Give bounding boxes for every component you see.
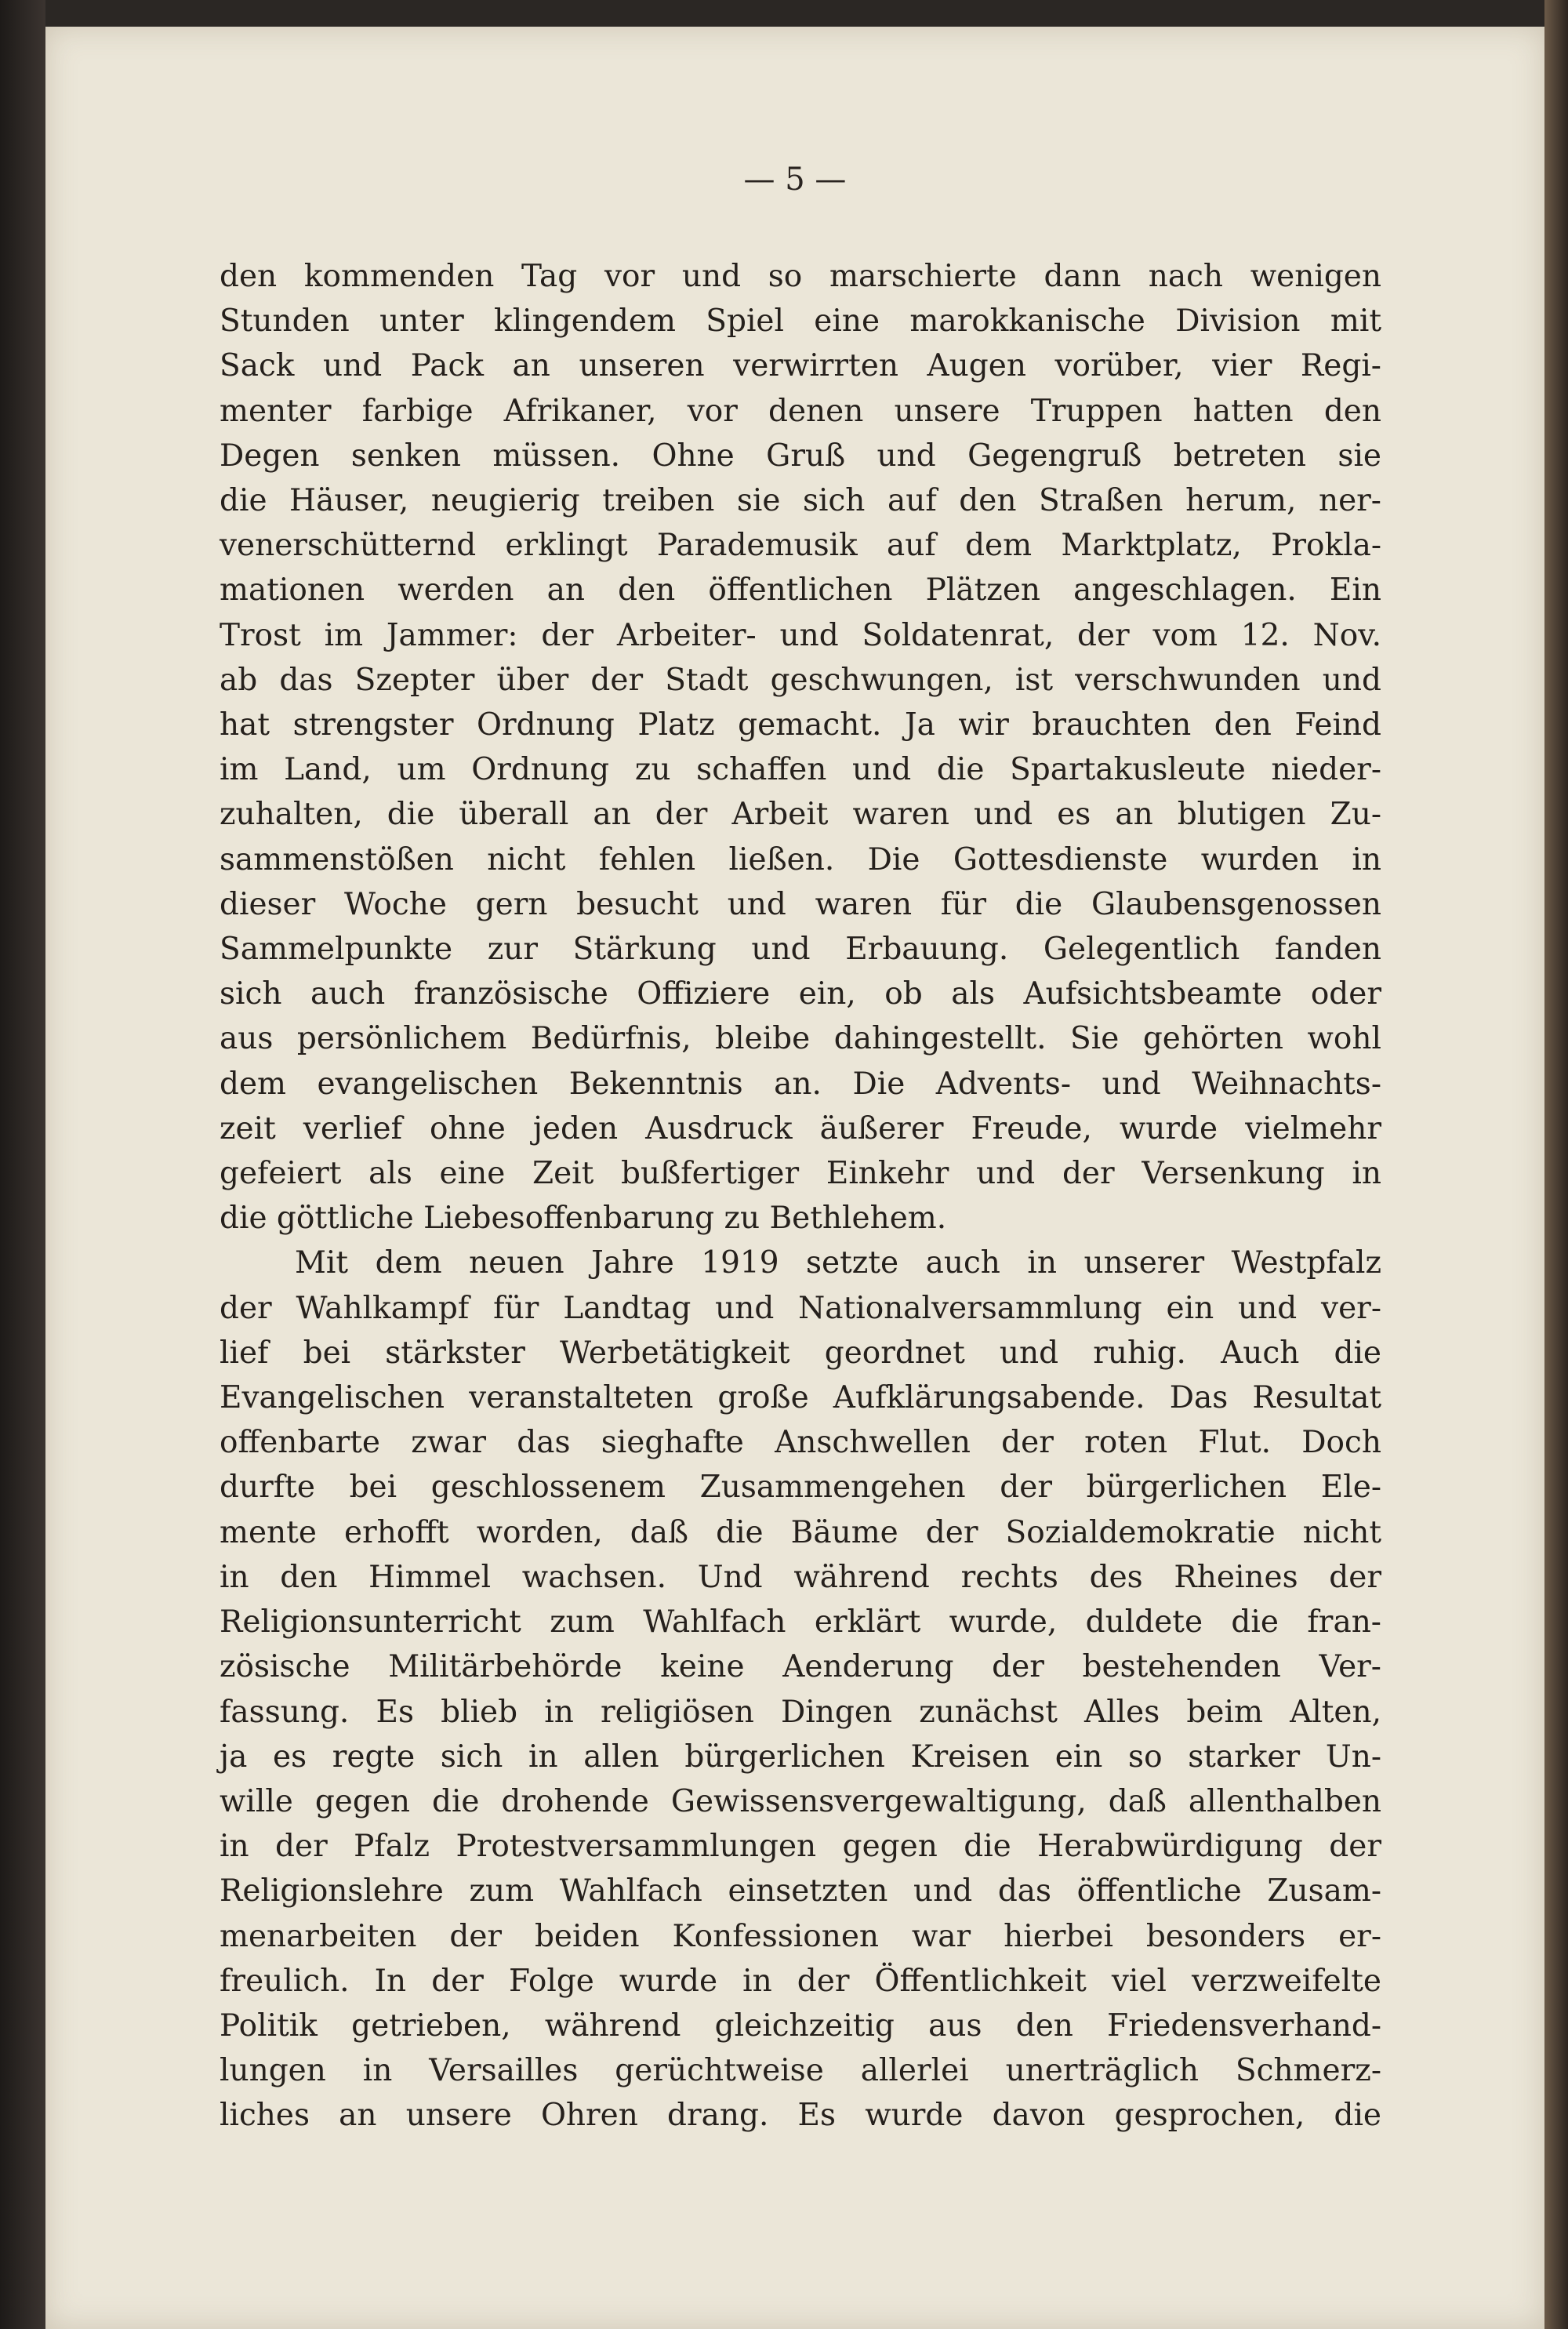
text-line: die göttliche Liebesoffenbarung zu Bethlehem. (220, 1201, 947, 1237)
text-line: im Land, um Ordnung zu schaffen und die Spartakusleute nieder- (220, 752, 1381, 788)
text-line: den kommenden Tag vor und so marschierte dann nach wenigen (220, 259, 1381, 294)
text-line: venerschütternd erklingt Parademusik auf dem Marktplatz, Prokla- (220, 528, 1381, 564)
text-line: in der Pfalz Protestversammlungen gegen die Herabwürdigung der (220, 1829, 1381, 1865)
text-line: Politik getrieben, während gleichzeitig aus den Friedensverhand- (220, 2007, 1381, 2044)
text-line: zuhalten, die überall an der Arbeit waren und es an blutigen Zu- (220, 797, 1381, 833)
text-line: sich auch französische Offiziere ein, ob als Aufsichtsbeamte oder (220, 976, 1381, 1012)
text-line: mente erhofft worden, daß die Bäume der Sozialdemokratie nicht (220, 1514, 1381, 1550)
text-line: zeit verlief ohne jeden Ausdruck äußerer Freude, wurde vielmehr (220, 1110, 1381, 1146)
book-edge-right (1544, 0, 1568, 2329)
page-number: — 5 — (743, 162, 847, 198)
text-line: zösische Militärbehörde keine Aenderung der bestehenden Ver- (220, 1649, 1381, 1685)
text-line: dieser Woche gern besucht und waren für die Glaubensgenossen (220, 886, 1381, 922)
text-line: Degen senken müssen. Ohne Gruß und Gegengruß betreten sie (220, 438, 1381, 474)
text-line: aus persönlichem Bedürfnis, bleibe dahingestellt. Sie gehörten wohl (220, 1021, 1381, 1057)
text-line: Sammelpunkte zur Stärkung und Erbauung. Gelegentlich fanden (220, 932, 1381, 968)
text-line: freulich. In der Folge wurde in der Öffentlichkeit viel verzweifelte (220, 1963, 1381, 1999)
text-line: offenbarte zwar das sieghafte Anschwellen der roten Flut. Doch (220, 1425, 1381, 1461)
text-line: Mit dem neuen Jahre 1919 setzte auch in unserer Westpfalz (295, 1245, 1381, 1281)
book-binding-left (0, 0, 45, 2329)
text-line: Trost im Jammer: der Arbeiter- und Soldatenrat, der vom 12. Nov. (220, 617, 1381, 653)
text-line: in den Himmel wachsen. Und während rechts des Rheines der (220, 1559, 1381, 1595)
text-line: Religionsunterricht zum Wahlfach erklärt wurde, duldete die fran- (220, 1604, 1381, 1640)
text-line: menarbeiten der beiden Konfessionen war hierbei besonders er- (220, 1918, 1381, 1954)
text-line: ja es regte sich in allen bürgerlichen Kreisen ein so starker Un- (220, 1739, 1381, 1775)
text-line: sammenstößen nicht fehlen ließen. Die Gottesdienste wurden in (220, 841, 1381, 877)
text-line: hat strengster Ordnung Platz gemacht. Ja wir brauchten den Feind (220, 707, 1381, 743)
text-line: menter farbige Afrikaner, vor denen unsere Truppen hatten den (220, 393, 1381, 429)
text-line: wille gegen die drohende Gewissensvergewaltigung, daß allenthalben (220, 1783, 1381, 1819)
text-line: Sack und Pack an unseren verwirrten Augen vorüber, vier Regi- (220, 348, 1381, 384)
document-page (45, 27, 1544, 2329)
text-line: gefeiert als eine Zeit bußfertiger Einkehr und der Versenkung in (220, 1156, 1381, 1192)
text-line: der Wahlkampf für Landtag und Nationalversammlung ein und ver- (220, 1290, 1381, 1326)
text-line: dem evangelischen Bekenntnis an. Die Advents- und Weihnachts- (220, 1066, 1381, 1102)
text-line: Stunden unter klingendem Spiel eine marokkanische Division mit (220, 303, 1381, 340)
text-line: lief bei stärkster Werbetätigkeit geordnet und ruhig. Auch die (220, 1335, 1381, 1371)
text-line: liches an unsere Ohren drang. Es wurde davon gesprochen, die (220, 2098, 1381, 2134)
text-line: Religionslehre zum Wahlfach einsetzten und das öffentliche Zusam- (220, 1873, 1381, 1909)
text-line: fassung. Es blieb in religiösen Dingen zunächst Alles beim Alten, (220, 1694, 1381, 1730)
body-text (220, 254, 1381, 2138)
text-line: durfte bei geschlossenem Zusammengehen der bürgerlichen Ele- (220, 1470, 1381, 1506)
text-line: die Häuser, neugierig treiben sie sich auf den Straßen herum, ner- (220, 483, 1381, 519)
text-line: ab das Szepter über der Stadt geschwungen, ist verschwunden und (220, 662, 1381, 698)
text-line: Evangelischen veranstalteten große Aufklärungsabende. Das Resultat (220, 1380, 1381, 1416)
text-line: lungen in Versailles gerüchtweise allerlei unerträglich Schmerz- (220, 2053, 1381, 2089)
text-line: mationen werden an den öffentlichen Plätzen angeschlagen. Ein (220, 572, 1381, 609)
